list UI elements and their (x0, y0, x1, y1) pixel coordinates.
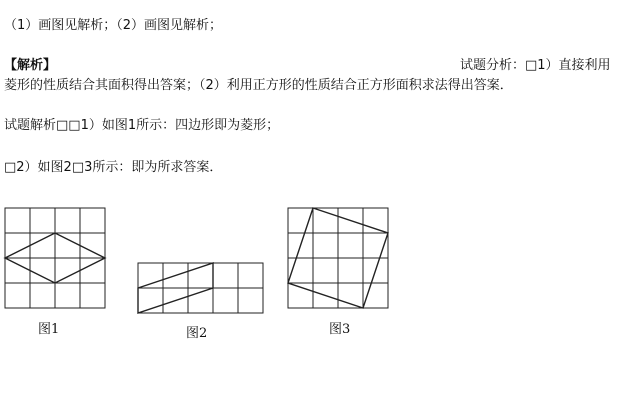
analysis-intro: 试题分析：□1）直接利用 (460, 58, 611, 73)
solution-line-1: 试题解析□□1）如图1所示：四边形即为菱形； (4, 118, 280, 133)
answer-line: （1）画图见解析；（2）画图见解析； (4, 18, 223, 33)
analysis-intro-continued: 菱形的性质结合其面积得出答案；（2）利用正方形的性质结合正方形面积求法得出答案． (4, 78, 513, 93)
figure-3-label: 图3 (329, 322, 351, 337)
figure-3 (288, 208, 388, 308)
analysis-heading: 【解析】 (4, 58, 57, 73)
solution-line-2: □2）如图2□3所示：即为所求答案． (4, 160, 223, 175)
figure-2 (138, 263, 263, 313)
figure-2-label: 图2 (186, 326, 208, 341)
figure-1 (5, 208, 105, 308)
figure-1-label: 图1 (38, 322, 60, 337)
